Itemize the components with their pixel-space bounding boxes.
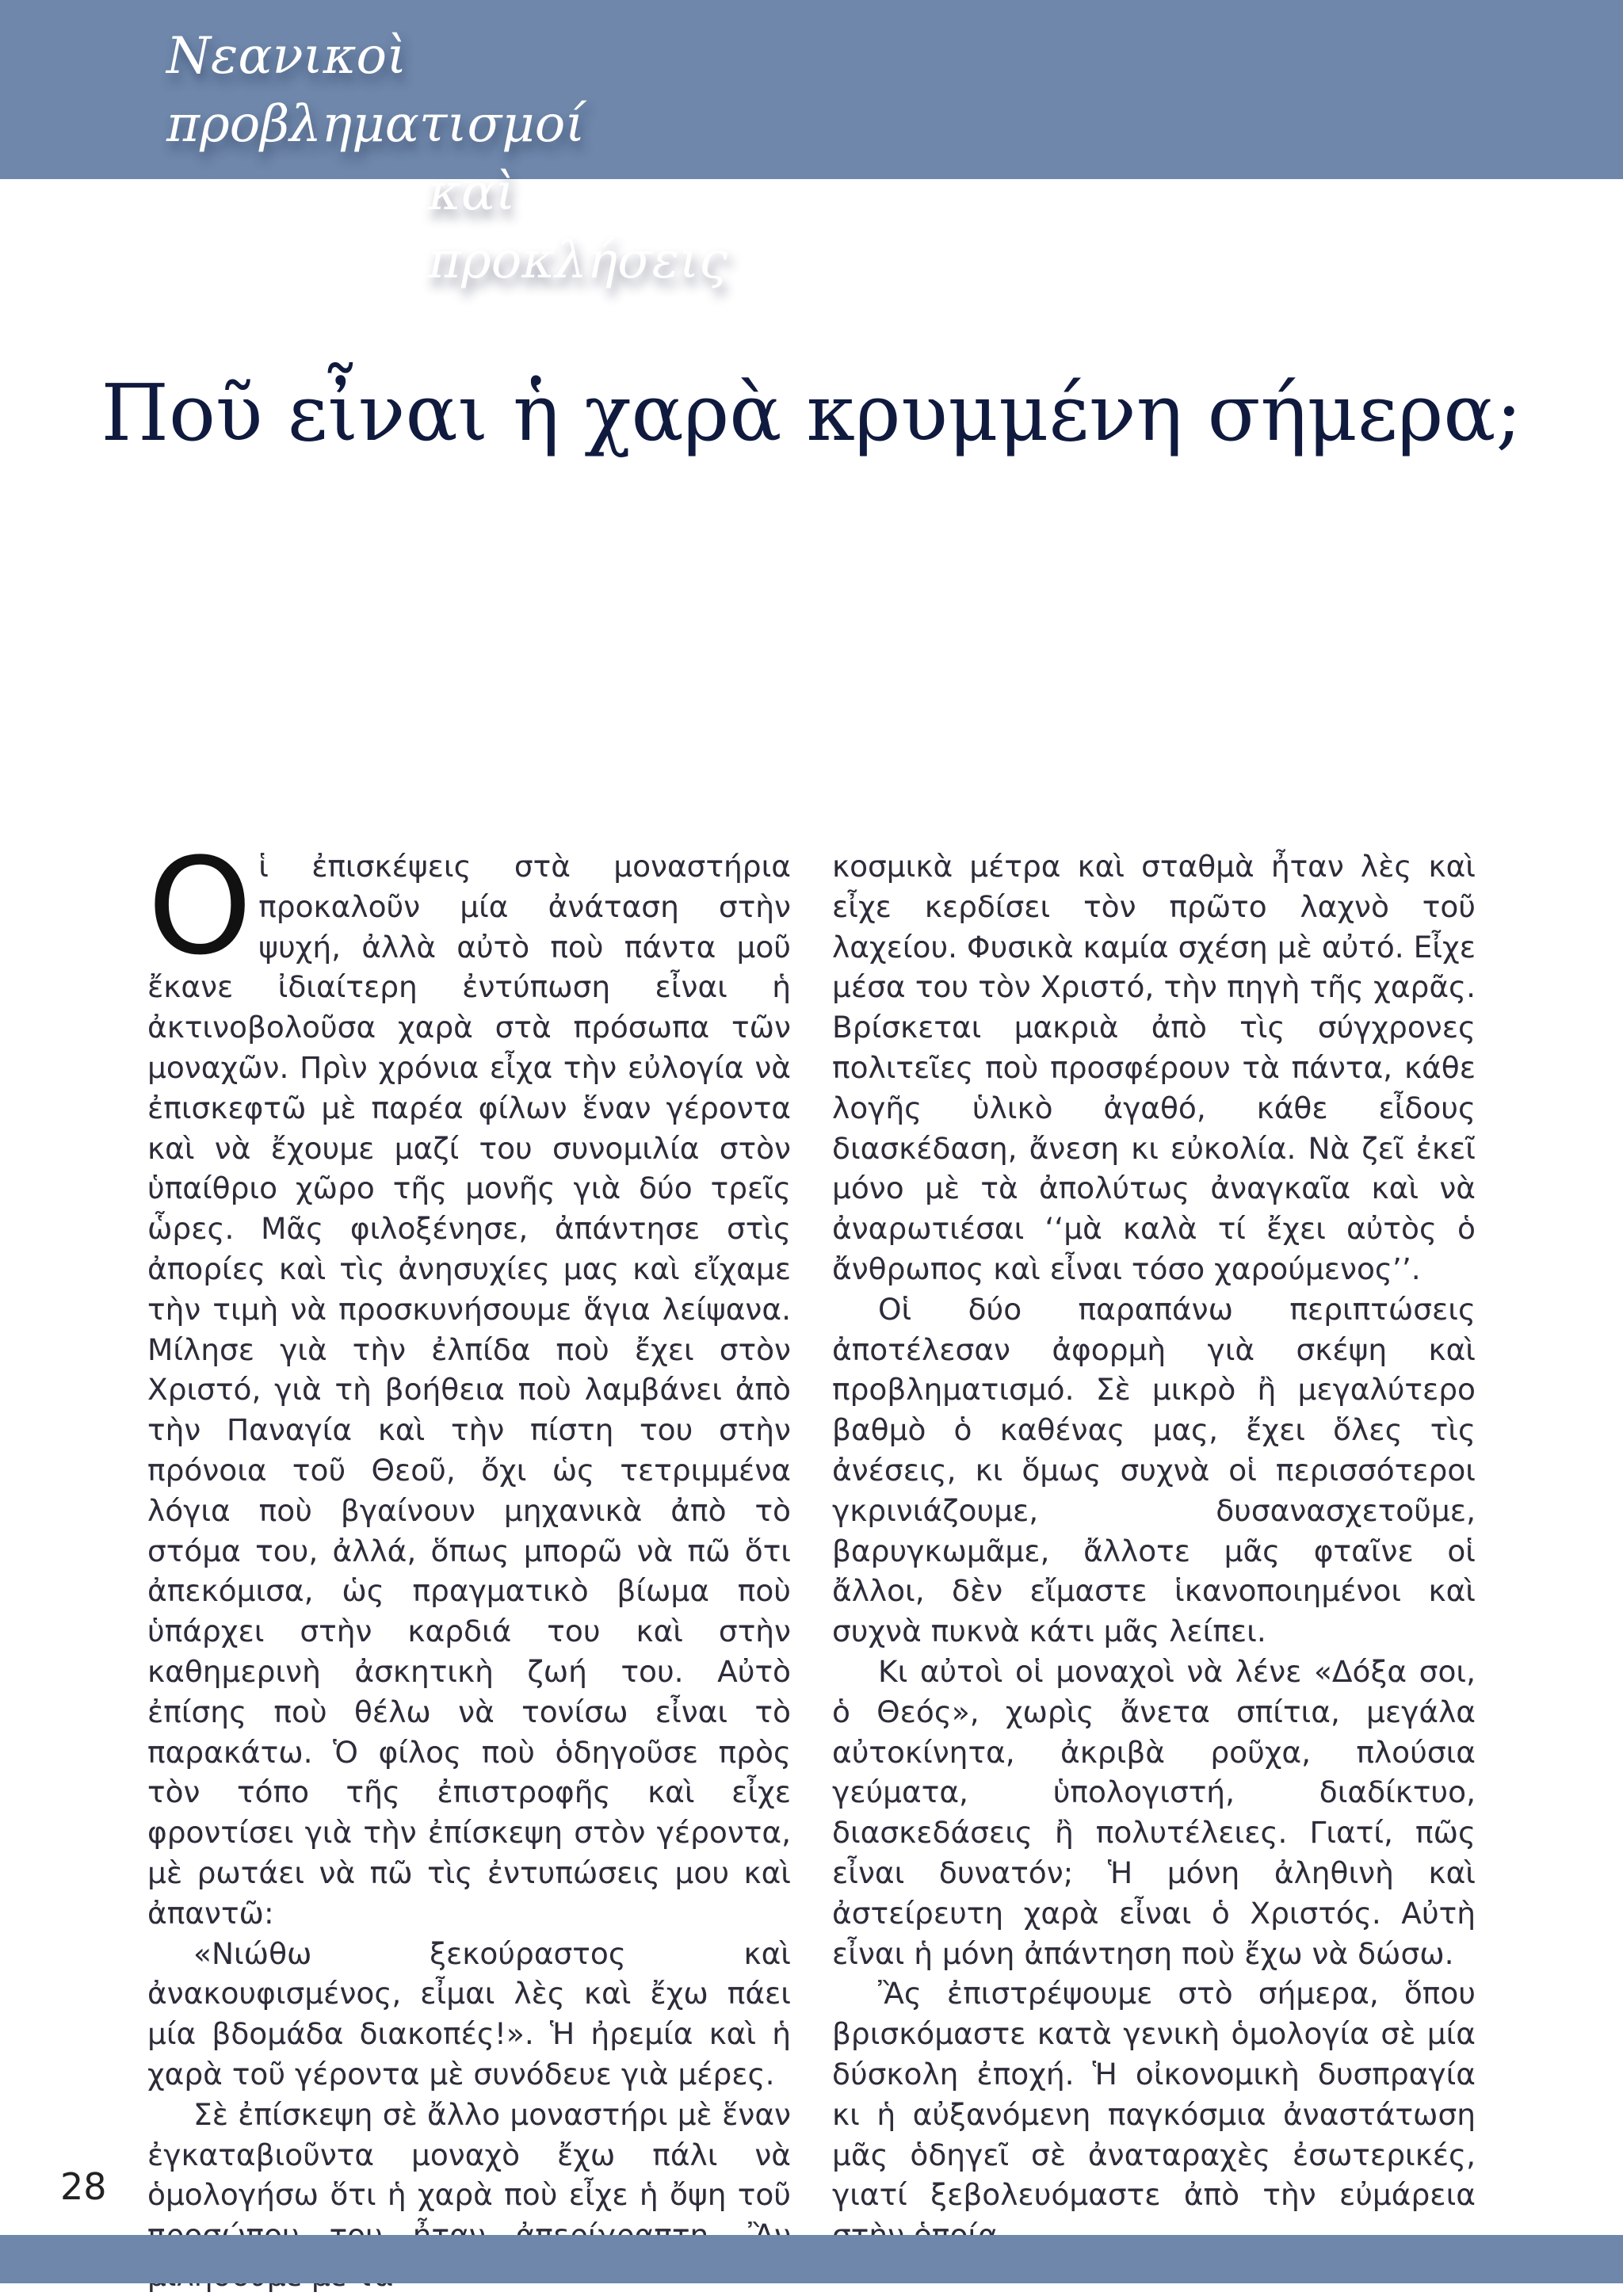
section-header-line-2: καὶ προκλήσεις xyxy=(428,163,728,290)
paragraph: Κι αὐτοὶ οἱ μοναχοὶ νὰ λένε «Δόξα σοι, ὁ Θεός», χωρὶς ἄνετα σπίτια, μεγάλα αὐτοκίνητα, ἀκριβὰ ροῦχα, πλούσια γεύματα, ὑπολογιστή, διαδίκτυο, διασκεδάσεις ἢ πολυτέλειες. Γιατί, πῶς εἶναι δυνατόν; Ἡ μόνη ἀληθινὴ καὶ ἀστείρευτη χαρὰ εἶναι ὁ Χριστός. Αὐτὴ εἶναι ἡ μόνη ἀπάντηση ποὺ ἔχω νὰ δώσω. xyxy=(832,1653,1476,1971)
section-header xyxy=(166,22,800,295)
paragraph: Ἂς ἐπιστρέψουμε στὸ σήμερα, ὅπου βρισκόμαστε κατὰ γενικὴ ὁμολογία σὲ μία δύσκολη ἐποχή. Ἡ οἰκονομικὴ δυσπραγία κι ἡ αὐξανόμενη παγκόσμια ἀναστάτωση μᾶς ὁδηγεῖ σὲ ἀναταραχὲς ἐσωτερικές, γιατί ξεβολευόμαστε ἀπὸ τὴν εὐμάρεια xyxy=(832,1976,1476,2213)
paragraph: «Νιώθω ξεκούραστος καὶ ἀνακουφισμένος, εἶμαι λὲς καὶ ἔχω πάει μία βδομάδα διακοπές!». Ἡ ἠρεμία καὶ ἡ χαρὰ τοῦ γέροντα μὲ συνόδευε γιὰ μέρες. xyxy=(147,1935,791,2092)
article-title: Ποῦ εἶναι ἡ χαρὰ κρυμμένη σήμερα; xyxy=(101,369,1522,459)
paragraph: κοσμικὰ μέτρα καὶ σταθμὰ ἦταν λὲς καὶ εἶχε κερδίσει τὸν πρῶτο λαχνὸ τοῦ λαχείου. Φυσικὰ καμία σχέση μὲ αὐτό. Εἶχε μέσα του τὸν Χριστό, τὴν πηγὴ τῆς χαρᾶς. Βρίσκεται μακριὰ ἀπὸ τὶς σύγχρονες πολιτεῖες ποὺ προσφέρουν τὰ πάντα, κάθε λογῆς ὑλικὸ ἀγαθό, κάθε εἶδους διασκέδαση, ἄνεση κι εὐκολία. Νὰ ζεῖ ἐκεῖ μόνο μὲ τὰ ἀπολύτως ἀναγκαῖα καὶ νὰ ἀναρωτιέσαι ‘‘μὰ καλὰ τί ἔχει αὐτὸς ὁ ἄνθρωπος καὶ εἶναι τόσο χαρούμενος’’. xyxy=(832,849,1476,1286)
footer-band xyxy=(0,2235,1623,2283)
page-number: 28 xyxy=(60,2165,107,2208)
section-header-line-1: Νεανικοὶ προβληματισμοί xyxy=(166,27,586,154)
paragraph-text: ἱ ἐπισκέψεις στὰ μοναστήρια προκαλοῦν μία ἀνάταση στὴν ψυχή, ἀλλὰ αὐτὸ ποὺ πάντα μοῦ ἔκανε ἰδιαίτερη ἐντύπωση εἶναι ἡ ἀκτινοβολοῦσα χαρὰ στὰ πρόσωπα τῶν μοναχῶν. Πρὶν χρόνια εἶχα τὴν εὐλογία νὰ ἐπισκεφτῶ μὲ παρέα φίλων ἕναν γέροντα καὶ νὰ ἔχουμε μαζί του συνομιλία στὸν ὑπαίθριο χῶρο τῆς μονῆς γιὰ δύο τρεῖς ὧρες. Μᾶς φιλοξένησε, ἀπάντησε στὶς ἀπορίες καὶ τὶς ἀνησυχίες μας καὶ εἴχαμε τὴν τιμὴ νὰ προσκυνήσουμε ἅγια λείψανα. Μίλησε γιὰ τὴν ἐλπίδα ποὺ ἔχει στὸν Χριστό, γιὰ τὴ βοήθεια ποὺ λαμβάνει ἀπὸ τὴν Παναγία καὶ τὴν πίστη του στὴν πρόνοια τοῦ Θεοῦ, ὄχι ὡς τετριμμένα λόγια ποὺ βγαίνουν μηχανικὰ ἀπὸ τὸ στόμα του, ἀλλά, ὅπως μπορῶ νὰ πῶ ὅτι ἀπεκόμισα, ὡς πραγματικὸ βίωμα ποὺ ὑπάρχει στὴν καρδιά του καὶ στὴν καθημερινὴ ἀσκητικὴ ζωή του. Αὐτὸ ἐπίσης ποὺ θέλω νὰ τονίσω εἶναι τὸ παρακάτω. Ὁ φίλος ποὺ ὁδηγοῦσε πρὸς τὸν τόπο τῆς ἐπιστροφῆς καὶ εἶχε φροντίσει γιὰ τὴν ἐπίσκεψη στὸν γέροντα, μὲ ρωτάει νὰ πῶ τὶς ἐντυπώσεις μου καὶ ἀπαντῶ: xyxy=(147,849,791,1931)
right-column xyxy=(832,846,1476,2256)
paragraph: Οἱ δύο παραπάνω περιπτώσεις ἀποτέλεσαν ἀφορμὴ γιὰ σκέψη καὶ προβληματισμό. Σὲ μικρὸ ἢ μεγαλύτερο βαθμὸ ὁ καθένας μας, ἔχει ὅλες τὶς ἀνέσεις, κι ὅμως συχνὰ οἱ περισσότεροι γκρινιάζουμε, δυσανασχετοῦμε, βαρυγκωμᾶμε, ἄλλοτε μᾶς φταῖνε οἱ ἄλλοι, δὲν εἴμαστε ἱκανοποιημένοι καὶ συχνὰ πυκνὰ κάτι μᾶς λείπει. xyxy=(832,1291,1476,1649)
paragraph xyxy=(147,829,791,1934)
left-column xyxy=(147,829,791,2296)
paragraph: Σὲ ἐπίσκεψη σὲ ἄλλο μοναστήρι μὲ ἕναν ἐγκαταβιοῦντα μοναχὸ ἔχω πάλι νὰ ὁμολογήσω ὅτι ἡ χαρὰ ποὺ εἶχε ἡ ὄψη τοῦ xyxy=(147,2096,791,2213)
drop-cap: O xyxy=(147,829,253,984)
